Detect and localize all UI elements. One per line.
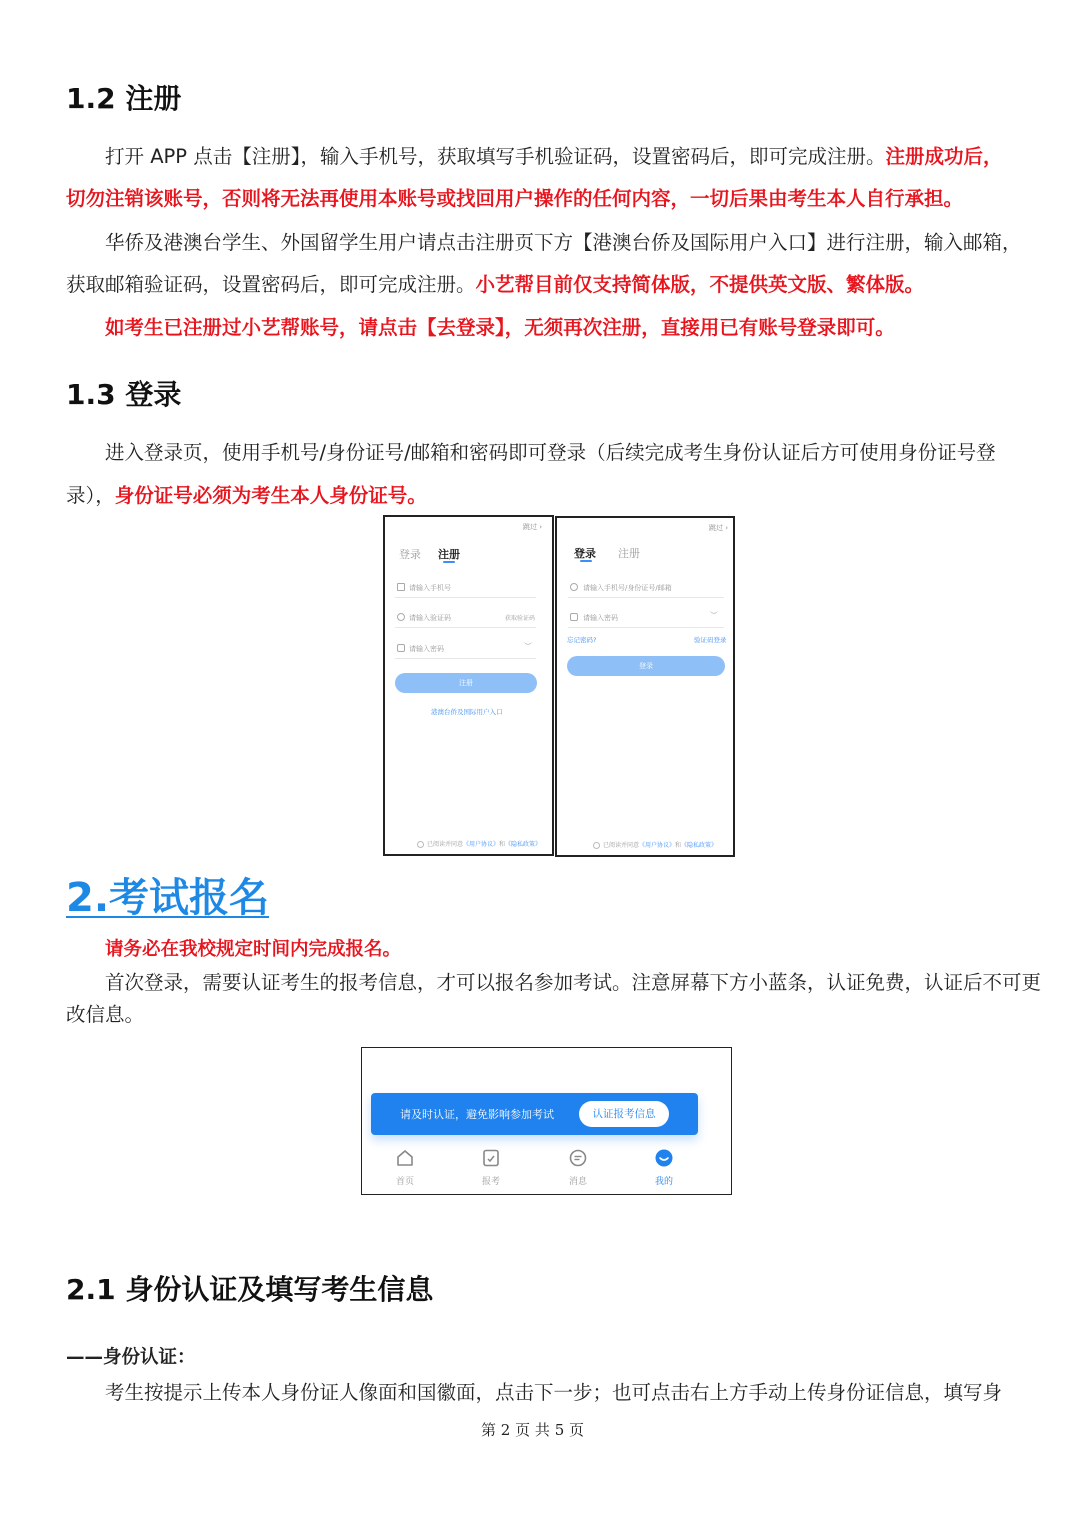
identity-subheading: ——身份认证： [66,1347,196,1368]
section-title-exam-registration: 2.考试报名 [66,875,270,921]
verification-paragraph-line1: 首次登录，需要认证考生的报考信息，才可以报名参加考试。注意屏幕下方小蓝条，认证免费，认证后不可更 [105,971,1042,994]
tab-login[interactable]: 登录 [399,548,421,561]
agreement-line [593,840,717,849]
tab-register[interactable]: 注册 [618,547,640,560]
register-paragraph-line1 [105,141,1003,169]
verification-banner-screenshot [361,1047,732,1195]
id-card-notice: 身份证号必须为考生本人身份证号。 [114,484,427,507]
tab-login[interactable]: 登录 [574,547,596,560]
eye-closed-icon[interactable]: ︶ [710,611,718,620]
register-warning: 切勿注销该账号，否则将无法再使用本账号或找回用户操作的任何内容，一切后果由考生本人自行承担。 [66,187,964,210]
user-icon [570,583,578,591]
register-instructions: 打开 APP 点击【注册】，输入手机号，获取填写手机验证码，设置密码后，即可完成注册。 [105,145,886,168]
privacy-policy-link[interactable]: 《隐私政策》 [505,841,542,848]
verification-banner [371,1093,698,1135]
login-instructions-end: 录）， [66,484,115,507]
tab-register[interactable]: 注册 [438,548,460,561]
skip-link[interactable]: 跳过 › [709,524,729,532]
forgot-password-link[interactable]: 忘记密码? [567,636,597,644]
intl-register-line2 [66,269,924,297]
user-icon [654,1148,674,1168]
agree-and: 和 [499,841,506,848]
lock-icon [397,644,405,652]
verify-info-button[interactable]: 认证报考信息 [579,1101,669,1127]
footer-prefix: 第 [481,1421,497,1439]
nav-messages[interactable] [563,1148,593,1187]
exam-icon [481,1148,501,1168]
agree-prefix: 已阅读并同意 [427,841,464,848]
privacy-policy-link[interactable]: 《隐私政策》 [681,842,718,849]
deadline-notice: 请务必在我校规定时间内完成报名。 [105,939,402,960]
page-footer [481,1419,584,1440]
message-icon [568,1148,588,1168]
register-screen-screenshot [383,515,554,856]
login-screen-screenshot [555,516,735,857]
section-title-register: 1.2 注册 [66,82,182,115]
already-registered-notice: 如考生已注册过小艺帮账号，请点击【去登录】，无须再次注册，直接用已有账号登录即可。 [105,316,895,339]
agree-and: 和 [675,842,682,849]
shield-icon [397,613,405,621]
register-button[interactable]: 注册 [395,673,537,693]
password-input[interactable]: 请输入密码 [583,614,618,622]
nav-mine-label: 我的 [654,1177,673,1187]
intl-register-instructions: 获取邮箱验证码，设置密码后，即可完成注册。 [66,273,476,296]
tab-active-indicator [580,560,592,562]
register-warning-start: 注册成功后， [885,145,1003,168]
identity-paragraph-line1: 考生按提示上传本人身份证人像面和国徽面，点击下一步；也可点击右上方手动上传身份证信息，填写身 [105,1381,1003,1404]
account-input[interactable]: 请输入手机号/身份证号/邮箱 [583,584,672,592]
language-notice: 小艺帮目前仅支持简体版，不提供英文版、繁体版。 [475,273,925,296]
footer-suffix: 页 [569,1421,585,1439]
agree-prefix: 已阅读并同意 [603,842,640,849]
current-page: 2 [500,1421,511,1439]
password-input[interactable]: 请输入密码 [409,645,444,653]
verification-paragraph-line2: 改信息。 [66,1003,145,1026]
intl-register-line1: 华侨及港澳台学生、外国留学生用户请点击注册页下方【港澳台侨及国际用户入口】进行注册，输入邮箱， [105,231,1022,254]
password-input-underline [395,658,536,659]
skip-link[interactable]: 跳过 › [523,523,543,531]
phone-input-underline [395,597,536,598]
get-code-button[interactable]: 获取验证码 [505,615,536,622]
nav-exam[interactable] [476,1148,506,1187]
code-input-underline [395,627,536,628]
login-paragraph-line2 [66,480,427,508]
code-login-link[interactable]: 验证码登录 [694,636,727,644]
login-paragraph-line1: 进入登录页，使用手机号/身份证号/邮箱和密码即可登录（后续完成考生身份认证后方可使用身份证号登 [105,441,996,464]
footer-mid: 页 共 [515,1421,550,1439]
account-input-underline [568,597,724,598]
agree-radio[interactable] [417,841,424,848]
agreement-line [417,839,541,848]
code-input[interactable]: 请输入验证码 [409,614,451,622]
nav-exam-label: 报考 [481,1177,500,1187]
nav-messages-label: 消息 [568,1177,587,1187]
user-agreement-link[interactable]: 《用户协议》 [639,842,676,849]
nav-mine[interactable] [649,1148,679,1187]
nav-home[interactable] [390,1148,420,1187]
home-icon [395,1148,415,1168]
login-button[interactable]: 登录 [567,656,725,676]
phone-icon [397,583,405,591]
phone-input[interactable]: 请输入手机号 [409,584,451,592]
user-agreement-link[interactable]: 《用户协议》 [463,841,500,848]
section-title-login: 1.3 登录 [66,378,182,411]
password-input-underline [568,627,724,628]
agree-radio[interactable] [593,842,600,849]
tab-active-indicator [443,561,455,563]
banner-text: 请及时认证，避免影响参加考试 [400,1108,554,1121]
section-title-identity: 2.1 身份认证及填写考生信息 [66,1273,434,1306]
nav-home-label: 首页 [395,1177,414,1187]
total-pages: 5 [554,1421,565,1439]
eye-closed-icon[interactable]: ︶ [524,642,532,651]
intl-entry-link[interactable]: 港澳台侨及国际用户入口 [431,708,503,716]
lock-icon [570,613,578,621]
